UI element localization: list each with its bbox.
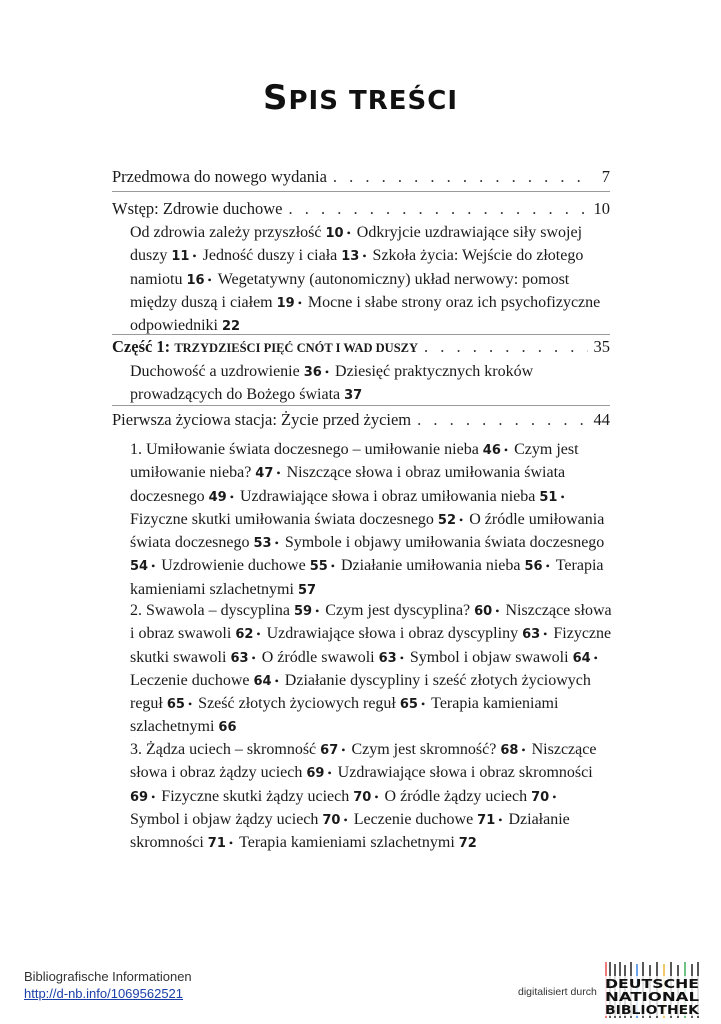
page-number: 67 [320, 743, 339, 758]
bullet-separator: • [549, 789, 560, 804]
subsection-list-introduction [130, 222, 612, 338]
entry-text: Dziesięć praktycznych kroków prowadzących do Bożego świata [130, 363, 534, 404]
page-number: 52 [437, 512, 457, 528]
bullet-separator: • [294, 295, 308, 310]
bullet-separator: • [396, 650, 410, 665]
bullet-separator: • [225, 836, 240, 851]
toc-entry-page: 7 [601, 167, 610, 186]
page-number: 65 [166, 697, 185, 713]
entry-text: Od zdrowia zależy przyszłość [130, 224, 326, 241]
entry-text: Terapia kamieniami szlachetnymi [130, 557, 604, 598]
entry-text: Terapia kamieniami szlachetnymi [239, 834, 459, 852]
part-prefix: Część 1: [112, 337, 175, 356]
page-number: 71 [207, 836, 226, 852]
toc-entry-page: 35 [593, 337, 610, 356]
page-number: 63 [522, 627, 541, 643]
dot-leader [417, 409, 587, 431]
entry-text: Wegetatywny (autonomiczny) układ nerwowy: pomost między duszą i ciałem [130, 270, 570, 311]
entry-text: Działanie umiłowania nieba [340, 557, 525, 575]
divider [112, 191, 610, 192]
title-rest: PIS TREŚCI [288, 86, 458, 116]
page-number: 69 [130, 789, 149, 805]
page-number: 70 [322, 812, 341, 828]
entry-text: Jedność duszy i ciała [202, 247, 342, 265]
bullet-separator: • [148, 789, 162, 804]
bullet-separator: • [253, 627, 267, 642]
page-number: 49 [208, 489, 227, 505]
page-number: 22 [222, 319, 241, 335]
entry-text: Symbole i objawy umiłowania świata doczesnego [284, 534, 605, 552]
entry-text: Symbol i objaw swawoli [409, 648, 573, 666]
digitalized-by-label: digitalisiert durch [518, 986, 597, 998]
entry-text: Leczenie duchowe [130, 671, 254, 689]
chapter-3-block [130, 739, 612, 855]
entry-text: Uzdrawiające słowa i obraz umiłowania nieba [239, 487, 540, 505]
chapter-1-block [130, 439, 612, 602]
bullet-separator: • [226, 489, 240, 504]
entry-text: 3. Żądza uciech – skromność [130, 741, 321, 758]
logo-word: BIBLIOTHEK [605, 1002, 700, 1017]
logo-word: DEUTSCHE [605, 976, 699, 991]
page-number: 57 [297, 582, 317, 598]
page-number: 46 [482, 443, 501, 458]
bullet-separator: • [273, 466, 287, 481]
page-number: 37 [344, 388, 363, 404]
entry-text: Uzdrawiające słowa i obraz dyscypliny [266, 625, 523, 643]
bullet-separator: • [359, 249, 373, 264]
bullet-separator: • [189, 249, 203, 264]
toc-entry-label [112, 336, 418, 359]
page-number: 72 [458, 836, 477, 852]
dot-leader [333, 166, 590, 188]
bullet-separator: • [271, 673, 285, 688]
toc-entry-part-1[interactable] [112, 336, 610, 359]
page-number: 63 [378, 650, 397, 666]
page-number: 11 [171, 249, 190, 265]
bullet-separator: • [518, 743, 532, 757]
entry-text: Czym jest skromność? [351, 741, 501, 758]
entry-text: Szkoła życia: Wejście do złotego namiotu [130, 247, 584, 288]
page-number: 60 [474, 604, 493, 619]
entry-text: O źródle swawoli [261, 648, 379, 666]
entry-text: Sześć złotych życiowych reguł [198, 695, 400, 713]
dnb-logo [604, 962, 700, 1018]
bullet-separator: • [340, 812, 354, 827]
entry-text: Mocne i słabe strony oraz ich psychofizyczne odpowiedniki [130, 293, 601, 335]
entry-text: Fizyczne skutki żądzy uciech [161, 787, 354, 805]
divider [112, 405, 610, 406]
entry-text: O źródle żądzy uciech [384, 787, 532, 805]
page-number: 64 [572, 650, 591, 666]
page-number: 53 [253, 536, 272, 552]
page-number: 63 [230, 650, 249, 666]
entry-text: Leczenie duchowe [353, 810, 478, 828]
bullet-separator: • [492, 604, 506, 618]
entry-text: Działanie dyscypliny i sześć złotych życiowych reguł [130, 671, 591, 713]
bullet-separator: • [343, 226, 357, 240]
toc-entry-label: Przedmowa do nowego wydania [112, 167, 327, 186]
logo-word: NATIONAL [605, 989, 700, 1004]
page-number: 70 [531, 789, 550, 805]
bullet-separator: • [148, 559, 162, 574]
divider [112, 334, 610, 335]
title-initial: S [262, 78, 289, 118]
toc-entry-page: 10 [593, 199, 610, 218]
page-number: 71 [477, 812, 496, 828]
entry-text: Uzdrowienie duchowe [161, 557, 310, 575]
subsection-list-part-1 [130, 361, 612, 408]
bullet-separator: • [324, 766, 338, 781]
bibliographic-info-label: Bibliografische Informationen [24, 969, 192, 984]
dnb-link[interactable]: http://d-nb.info/1069562521 [24, 986, 184, 1001]
page-number: 59 [293, 604, 313, 619]
page-number: 47 [255, 466, 274, 482]
bullet-separator: • [456, 512, 470, 527]
toc-entry-preface[interactable] [112, 166, 610, 188]
entry-text: Niszczące słowa i obraz swawoli [130, 602, 612, 643]
page-number: 51 [539, 489, 558, 505]
page-title [0, 78, 721, 118]
entry-text: 2. Swawola – dyscyplina [130, 602, 294, 619]
entry-text: Uzdrawiające słowa i obraz skromności [337, 764, 593, 782]
bullet-separator: • [557, 489, 568, 504]
part-title: TRZYDZIEŚCI PIĘĆ CNÓT I WAD DUSZY [174, 341, 419, 355]
page-number: 19 [276, 295, 295, 311]
chapter-2-block [130, 600, 612, 740]
entry-text: Symbol i objaw żądzy uciech [130, 810, 323, 828]
page-number: 70 [353, 789, 372, 805]
toc-entry-label: Pierwsza życiowa stacja: Życie przed życiem [112, 410, 412, 429]
bullet-separator: • [184, 697, 199, 712]
page-number: 56 [524, 559, 543, 575]
page-number: 62 [235, 627, 254, 643]
bullet-separator: • [327, 559, 341, 574]
page-number: 66 [218, 720, 237, 736]
toc-entry-label: Wstęp: Zdrowie duchowe [112, 199, 283, 218]
bullet-separator: • [338, 743, 352, 757]
bullet-separator: • [495, 812, 509, 827]
entry-text: Działanie skromności [130, 810, 570, 852]
entry-text: Terapia kamieniami szlachetnymi [130, 695, 559, 736]
page-number: 16 [186, 272, 205, 288]
toc-entry-page: 44 [593, 410, 610, 429]
bullet-separator: • [417, 697, 432, 712]
dot-leader [288, 198, 587, 220]
toc-entry-introduction[interactable] [112, 198, 610, 220]
bullet-separator: • [590, 650, 601, 665]
page-number: 13 [341, 249, 360, 265]
page-number: 65 [399, 697, 418, 713]
entry-text: O źródle umiłowania świata doczesnego [130, 510, 605, 552]
page-number: 36 [303, 365, 322, 380]
entry-text: Niszczące słowa i obraz umiłowania świata doczesnego [130, 464, 566, 505]
page-number: 69 [306, 766, 325, 782]
bullet-separator: • [371, 789, 385, 804]
page-number: 54 [130, 559, 149, 575]
bullet-separator: • [248, 650, 262, 665]
bibliographic-info [24, 968, 192, 1002]
page-number: 68 [500, 743, 519, 758]
bullet-separator: • [540, 627, 554, 642]
page-number: 10 [325, 226, 344, 241]
bullet-separator: • [321, 365, 336, 379]
dot-leader [424, 336, 587, 358]
bullet-separator: • [271, 536, 285, 551]
bullet-separator: • [500, 443, 515, 457]
bullet-separator: • [204, 272, 218, 287]
entry-text: Czym jest dyscyplina? [325, 602, 475, 619]
entry-text: 1. Umiłowanie świata doczesnego – umiłowanie nieba [130, 441, 483, 458]
page-number: 55 [309, 559, 328, 575]
entry-text: Fizyczne skutki umiłowania świata doczesnego [130, 510, 438, 528]
entry-text: Odkryjcie uzdrawiające siły swojej duszy [130, 224, 583, 265]
entry-text: Duchowość a uzdrowienie [130, 363, 304, 380]
bullet-separator: • [312, 604, 326, 618]
page-number: 64 [253, 673, 272, 689]
toc-entry-first-station[interactable] [112, 409, 610, 431]
entry-text: Fizyczne skutki swawoli [130, 625, 612, 666]
entry-text: Niszczące słowa i obraz żądzy uciech [130, 741, 597, 782]
entry-text: Czym jest umiłowanie nieba? [130, 441, 579, 482]
bullet-separator: • [542, 559, 556, 574]
